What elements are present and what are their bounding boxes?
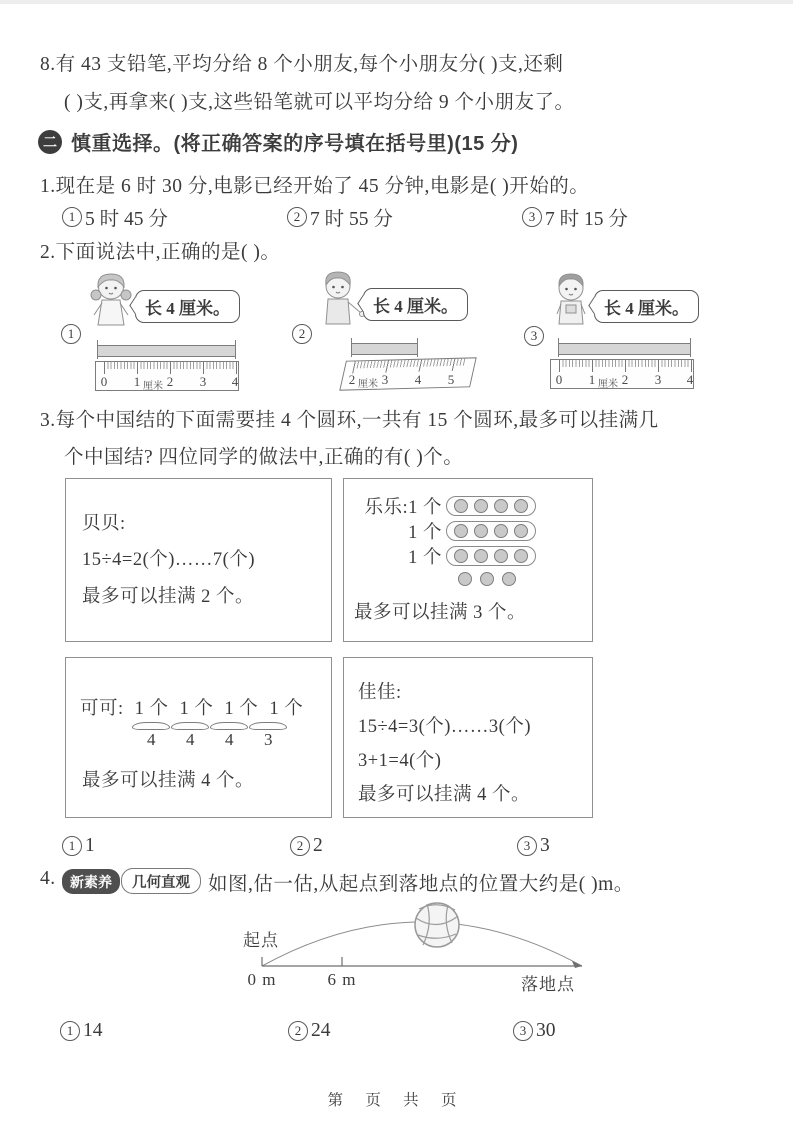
bubble-text: 长 4 厘米。 (145, 299, 230, 318)
strip-endline (97, 340, 98, 359)
section-header (38, 127, 518, 156)
ring-group-icon (446, 521, 536, 541)
segment-caps (132, 722, 331, 730)
speech-bubble (135, 290, 240, 323)
strip-endline (690, 338, 691, 357)
q8-line1: 8.有 43 支铅笔,平均分给 8 个小朋友,每个小朋友分( )支,还剩 (40, 54, 564, 75)
q4-option-2 (288, 1020, 331, 1042)
q1-option-3 (522, 203, 628, 231)
cap-icon (210, 722, 248, 730)
ruler-label: 3 (381, 372, 389, 387)
trajectory-figure (235, 898, 605, 1000)
scan-edge (0, 0, 793, 4)
q3-option-2 (290, 835, 323, 857)
solution-box-jiajia (343, 657, 593, 818)
cap-icon (171, 722, 209, 730)
option-circle: 2 (287, 207, 307, 227)
landing-point-label: 落地点 (521, 975, 575, 994)
q4-option-3 (513, 1020, 556, 1042)
q1-option-2 (287, 203, 393, 231)
ruler-label: 1 (588, 372, 596, 387)
measured-strip (558, 343, 691, 355)
measured-strip (97, 345, 236, 357)
option-label: 2 (313, 835, 323, 856)
speech-bubble (594, 290, 699, 323)
ring-group-icon (446, 546, 536, 566)
q1-text (40, 170, 589, 198)
q1-number: 1. (40, 176, 56, 197)
q2-figure-1 (55, 268, 285, 400)
q1-option-1 (62, 203, 168, 231)
cap-icon (132, 722, 170, 730)
q3-option-1 (62, 835, 95, 857)
row-label: 1 个 (408, 547, 442, 568)
ruler-label: 5 (447, 372, 455, 387)
equation: 15÷4=2(个)……7(个) (82, 550, 255, 570)
option-label: 24 (311, 1020, 331, 1041)
page-footer: 第 页 共 页 (327, 1092, 466, 1109)
q3-stem-1: 每个中国结的下面需要挂 4 个圆环,一共有 15 个圆环,最多可以挂满几 (55, 410, 659, 431)
strip-endline (235, 340, 236, 359)
row-label: 1 个 (408, 522, 442, 543)
ruler-1 (95, 340, 245, 394)
solution-box-keke (65, 657, 332, 818)
option-circle: 2 (288, 1021, 308, 1041)
q3-line2: 个中国结? 四位同学的做法中,正确的有( )个。 (64, 447, 464, 468)
option-circle: 3 (522, 207, 542, 227)
ruler-label: 2 (348, 372, 356, 387)
item-label: 1 个 (224, 699, 259, 719)
ruler-label: 4 (686, 372, 694, 387)
leftover-rings (458, 572, 592, 586)
zero-m-label: 0 m (247, 970, 277, 989)
figure-circle-number: 2 (292, 324, 312, 344)
ruler-label: 1 (133, 374, 141, 389)
q2-number: 2. (40, 242, 56, 263)
student-name: 贝贝: (82, 514, 126, 534)
ruler-label: 4 (231, 374, 239, 389)
ruler-label: 3 (654, 372, 662, 387)
ruler-3 (550, 338, 700, 392)
solution-box-lele (343, 478, 593, 642)
option-label: 14 (83, 1020, 103, 1041)
q4-number: 4. (40, 868, 56, 889)
ruler-label: 0 (100, 374, 108, 389)
ruler-label: 厘米 (358, 379, 378, 390)
conclusion: 最多可以挂满 4 个。 (82, 771, 255, 791)
q2-figure-2 (285, 268, 515, 400)
measured-strip (351, 343, 418, 355)
conclusion: 最多可以挂满 3 个。 (354, 603, 527, 623)
count: 4 (225, 730, 234, 749)
option-label: 1 (85, 835, 95, 856)
student-name: 乐乐: (364, 497, 409, 518)
speech-bubble (363, 288, 468, 321)
option-label: 7 时 15 分 (545, 209, 628, 230)
conclusion: 最多可以挂满 2 个。 (82, 587, 255, 607)
bubble-text: 长 4 厘米。 (604, 299, 689, 318)
item-label: 1 个 (269, 699, 304, 719)
option-circle: 2 (290, 836, 310, 856)
start-point-label: 起点 (243, 931, 279, 950)
count: 4 (147, 730, 156, 749)
equation: 15÷4=3(个)……3(个) (358, 717, 531, 737)
figure-circle-number: 3 (524, 326, 544, 346)
option-circle: 1 (62, 207, 82, 227)
row-label: 1 个 (408, 497, 442, 518)
ruler-label: 0 (555, 372, 563, 387)
option-label: 7 时 55 分 (310, 209, 393, 230)
q1-stem: 现在是 6 时 30 分,电影已经开始了 45 分钟,电影是( )开始的。 (55, 176, 590, 197)
option-label: 30 (536, 1020, 556, 1041)
keke-labels (80, 694, 331, 720)
q2-figure-3 (518, 268, 748, 400)
option-circle: 1 (62, 836, 82, 856)
option-label: 3 (540, 835, 550, 856)
q2-text (40, 236, 280, 264)
option-circle: 3 (513, 1021, 533, 1041)
q4-text: 如图,估一估,从起点到落地点的位置大约是( )m。 (208, 874, 634, 895)
equation: 3+1=4(个) (358, 751, 442, 771)
ruler-label: 4 (414, 372, 422, 387)
option-circle: 3 (517, 836, 537, 856)
q3-line1 (40, 404, 659, 432)
section-number-badge-icon: 二 (38, 130, 62, 154)
strip-endline (417, 338, 418, 357)
section-title: 慎重选择。(将正确答案的序号填在括号里)(15 分) (71, 133, 519, 155)
bubble-text: 长 4 厘米。 (373, 297, 458, 316)
item-label: 1 个 (134, 699, 169, 719)
ruler-2 (343, 338, 493, 392)
badge-new-literacy: 新素养 (62, 869, 120, 894)
volleyball-icon (415, 903, 459, 947)
count: 4 (186, 730, 195, 749)
q4-option-1 (60, 1020, 103, 1042)
ruler-label: 2 (166, 374, 174, 389)
badge-geometric-intuition: 几何直观 (121, 868, 201, 894)
q2-stem: 下面说法中,正确的是( )。 (55, 242, 281, 263)
ruler-label: 厘米 (143, 381, 163, 392)
student-name: 佳佳: (358, 683, 402, 703)
strip-endline (558, 338, 559, 357)
figure-circle-number: 1 (61, 324, 81, 344)
ruler-label: 3 (199, 374, 207, 389)
option-label: 5 时 45 分 (85, 209, 168, 230)
count: 3 (264, 730, 273, 749)
conclusion: 最多可以挂满 4 个。 (358, 785, 531, 805)
q8-line2: ( )支,再拿来( )支,这些铅笔就可以平均分给 9 个小朋友了。 (64, 92, 575, 113)
ring-row (354, 543, 592, 568)
ring-row (354, 493, 592, 518)
option-circle: 1 (60, 1021, 80, 1041)
strip-endline (351, 338, 352, 357)
item-label: 1 个 (179, 699, 214, 719)
cap-icon (249, 722, 287, 730)
q3-option-3 (517, 835, 550, 857)
six-m-label: 6 m (327, 970, 357, 989)
student-name: 可可: (80, 699, 124, 719)
solution-box-beibei (65, 478, 332, 642)
arrowhead-icon (572, 961, 582, 968)
q3-number: 3. (40, 410, 56, 431)
ruler-label: 2 (621, 372, 629, 387)
ring-row (354, 518, 592, 543)
segment-counts (132, 730, 331, 750)
ruler-label: 厘米 (598, 379, 618, 390)
ring-group-icon (446, 496, 536, 516)
